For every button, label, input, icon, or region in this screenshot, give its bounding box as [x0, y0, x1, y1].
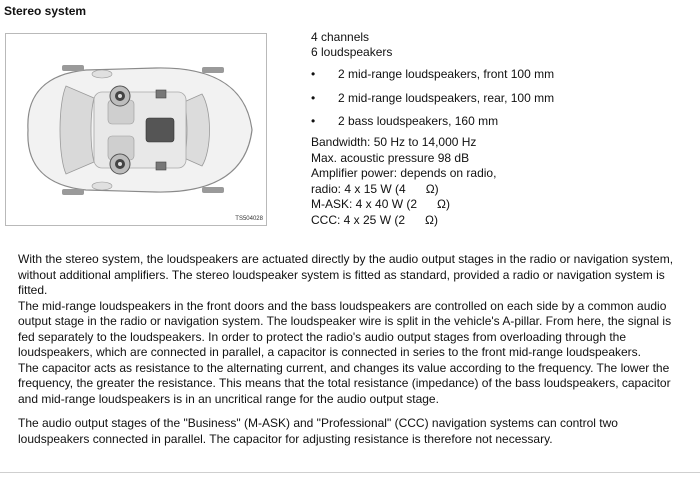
body-text: [18, 252, 682, 447]
loudspeaker-rear-right: [156, 162, 166, 170]
wheel: [62, 65, 84, 71]
center-console: [146, 118, 174, 142]
paragraph: The mid-range loudspeakers in the front doors and the bass loudspeakers are controlled on each side by a common audio output stage in the radio or navigation system. The loudspeaker wire is split in the vehicle's A-pillar. From here, the signal is fed separately to the loudspeakers. In order to protect the radio's audio output stages from overloading through the loudspeakers, which are connected in parallel, a capacitor is connected in series to the front mid-range loudspeakers.: [18, 298, 672, 359]
spec-details: [311, 135, 496, 228]
wheel: [202, 187, 224, 193]
loudspeaker-rear-left: [156, 90, 166, 98]
bullet-icon: •: [311, 90, 316, 105]
paragraph: The capacitor acts as resistance to the alternating current, and changes its value according to the frequency. The lower the frequency, the greater the resistance. This means that the total resistance (impedance) of the bass loudspeakers, capacitor and mid-range loudspeakers is in an uncritical range for the audio output stage.: [18, 360, 671, 406]
bullet-icon: •: [311, 114, 316, 128]
mirror: [92, 182, 112, 190]
section-title: Stereo system: [4, 4, 87, 18]
bullet-icon: •: [311, 67, 316, 81]
spec-channels: 4 channels: [311, 30, 370, 44]
spec-bandwidth: Bandwidth: 50 Hz to 14,000 Hz: [311, 135, 477, 149]
paragraph: With the stereo system, the loudspeakers are actuated directly by the audio output stages in the radio or navigation system, without additional amplifiers. The stereo loudspeaker system is fitted as standard, provided a radio or navigation system is fitted.: [18, 252, 674, 297]
spec-radio: radio: 4 x 15 W (4 Ω): [311, 181, 439, 196]
spec-ccc: CCC: 4 x 25 W (2 Ω): [311, 212, 438, 227]
loudspeaker-front-right: [110, 154, 130, 174]
rear-window: [184, 94, 210, 166]
paragraph: The audio output stages of the "Business" (M-ASK) and "Professional" (CCC) navigation systems can control two loudspeakers connected in parallel. The capacitor for adjusting resistance is therefore not necessary.: [18, 416, 618, 446]
wheel: [202, 67, 224, 73]
spec-mask: M-ASK: 4 x 40 W (2 Ω): [311, 197, 450, 211]
spec-pressure: Max. acoustic pressure 98 dB: [311, 150, 470, 165]
mirror: [92, 70, 112, 78]
figure-id: TS504028: [235, 216, 263, 222]
spec-loudspeakers: 6 loudspeakers: [311, 45, 393, 59]
loudspeaker-front-left: [110, 86, 130, 106]
bottom-divider: [0, 472, 700, 473]
car-loudspeaker-diagram: [5, 33, 267, 226]
list-item-text: 2 mid-range loudspeakers, rear, 100 mm: [338, 90, 555, 105]
list-item-text: 2 bass loudspeakers, 160 mm: [338, 114, 499, 128]
spec-summary: [311, 30, 392, 60]
car-top-view-illustration: [6, 34, 268, 227]
wheel: [62, 189, 84, 195]
windscreen: [60, 86, 94, 174]
spec-amplifier: Amplifier power: depends on radio,: [311, 166, 497, 180]
list-item-text: 2 mid-range loudspeakers, front 100 mm: [338, 67, 555, 81]
